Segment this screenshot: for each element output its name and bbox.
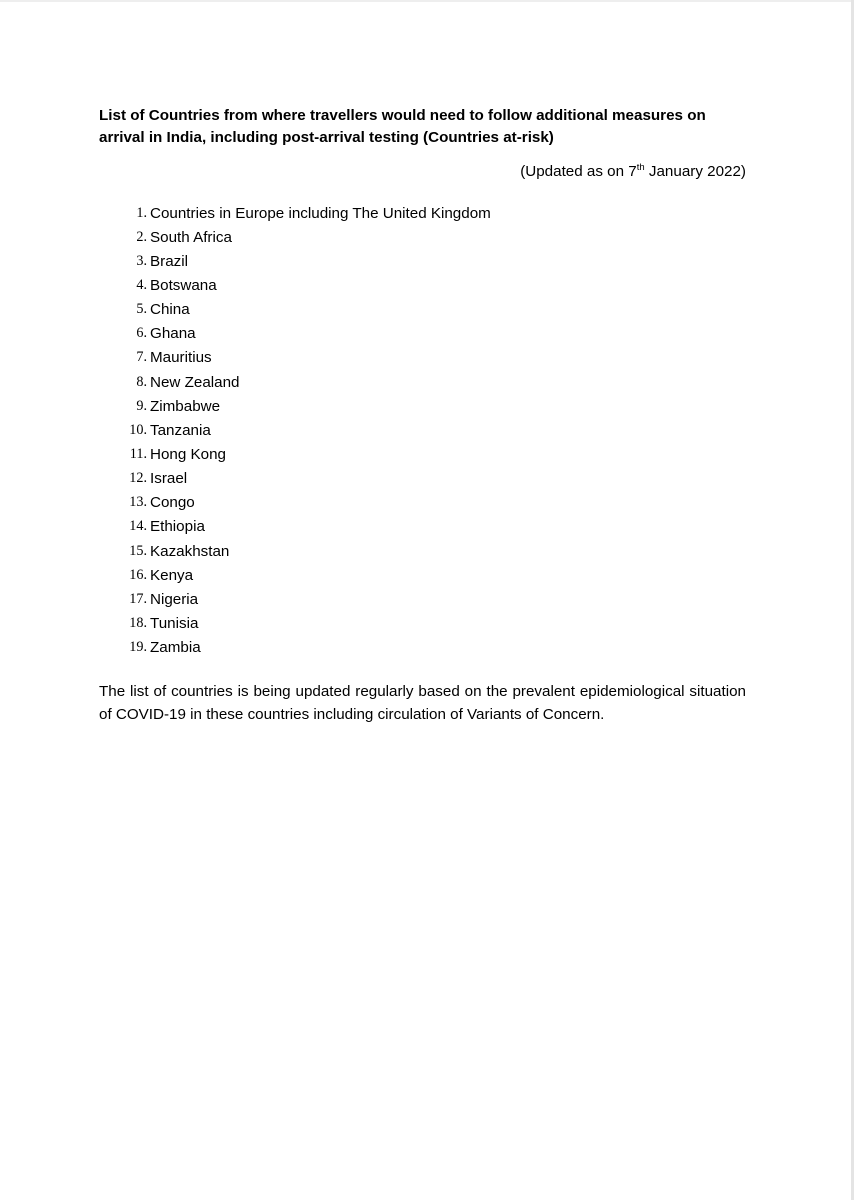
- updated-date-ordinal: th: [636, 162, 645, 173]
- list-item-country: New Zealand: [150, 373, 240, 391]
- list-item-number: 10.: [129, 421, 147, 438]
- list-item-number: 19.: [129, 639, 147, 656]
- list-item-number: 9.: [136, 397, 147, 414]
- list-item-number: 15.: [129, 542, 147, 559]
- list-item: [99, 298, 491, 322]
- list-item-number: 11.: [129, 445, 147, 462]
- list-item-country: China: [150, 301, 190, 319]
- list-item-country: Ethiopia: [150, 518, 205, 536]
- list-item: [99, 201, 491, 225]
- list-item: [99, 636, 491, 660]
- list-item-number: 16.: [129, 566, 147, 583]
- list-item-country: Congo: [150, 494, 195, 512]
- list-item: [99, 225, 491, 249]
- list-item-number: 1.: [136, 204, 147, 221]
- list-item: [99, 491, 491, 515]
- list-item: [99, 611, 491, 635]
- list-item-country: Mauritius: [150, 349, 212, 367]
- list-item-number: 7.: [136, 349, 147, 366]
- list-item: [99, 322, 491, 346]
- list-item-number: 18.: [129, 614, 147, 631]
- list-item: [99, 370, 491, 394]
- list-item-number: 8.: [136, 373, 147, 390]
- updated-date-prefix: (Updated as on 7: [520, 163, 637, 180]
- list-item: [99, 539, 491, 563]
- list-item-country: Brazil: [150, 252, 188, 270]
- list-item: [99, 394, 491, 418]
- page-top-edge: [0, 0, 854, 2]
- list-item-country: Israel: [150, 470, 188, 488]
- list-item: [99, 515, 491, 539]
- document-title: List of Countries from where travellers would need to follow additional measures on arrival in India, including post-arrival testing (Countries at-risk): [99, 107, 706, 146]
- list-item-country: Zambia: [150, 639, 201, 657]
- list-item-country: South Africa: [150, 228, 232, 246]
- list-item-country: Ghana: [150, 325, 196, 343]
- footer-note: The list of countries is being updated regularly based on the prevalent epidemiological situation of COVID-19 in these countries including circulation of Variants of Concern.: [99, 683, 746, 723]
- list-item-country: Tanzania: [150, 421, 211, 439]
- list-item-country: Kenya: [150, 566, 194, 584]
- list-item-country: Hong Kong: [150, 445, 226, 463]
- list-item-number: 5.: [136, 301, 147, 318]
- list-item-number: 4.: [136, 276, 147, 293]
- list-item: [99, 418, 491, 442]
- updated-date-line: [420, 161, 746, 183]
- list-item-country: Zimbabwe: [150, 397, 221, 415]
- list-item: [99, 587, 491, 611]
- list-item: [99, 249, 491, 273]
- list-item-country: Countries in Europe including The United Kingdom: [150, 204, 491, 222]
- list-item-country: Tunisia: [150, 614, 199, 632]
- list-item-country: Nigeria: [150, 590, 199, 608]
- list-item-number: 3.: [136, 252, 147, 269]
- list-item-country: Kazakhstan: [150, 542, 230, 560]
- list-item: [99, 273, 491, 297]
- list-item-number: 2.: [136, 228, 147, 245]
- list-item-number: 13.: [129, 494, 147, 511]
- list-item-number: 17.: [129, 590, 147, 607]
- updated-date-suffix: January 2022): [644, 163, 746, 180]
- list-item: [99, 467, 491, 491]
- list-item-number: 6.: [136, 325, 147, 342]
- country-list: [99, 201, 491, 660]
- list-item: [99, 563, 491, 587]
- list-item-country: Botswana: [150, 276, 217, 294]
- list-item-number: 12.: [129, 470, 147, 487]
- list-item: [99, 442, 491, 466]
- list-item: [99, 346, 491, 370]
- list-item-number: 14.: [129, 518, 147, 535]
